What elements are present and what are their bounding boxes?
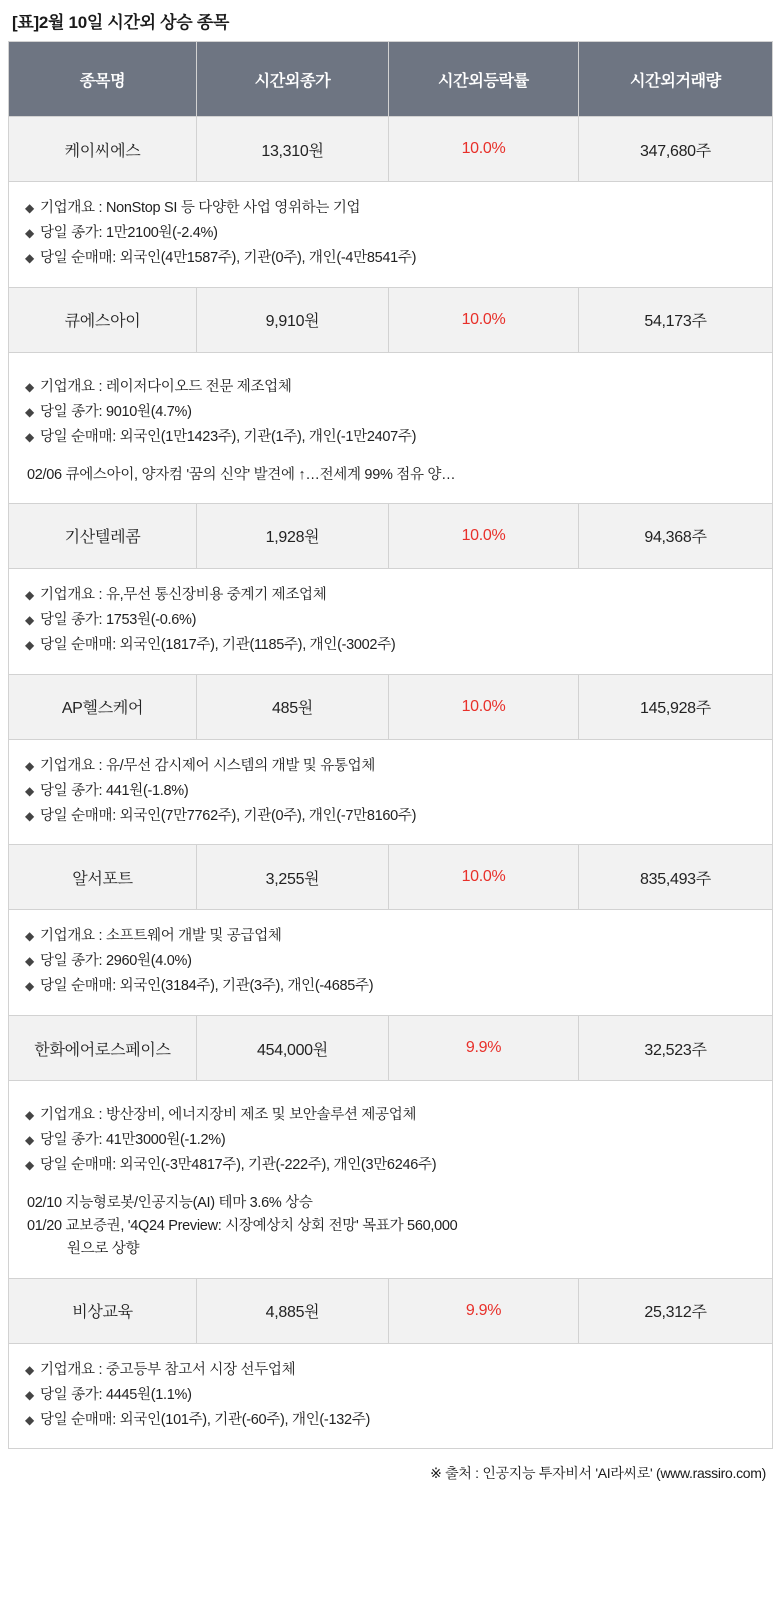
cell-rate: 10.0%	[389, 503, 579, 568]
detail-line	[25, 779, 756, 804]
detail-line	[25, 974, 756, 999]
cell-volume: 94,368주	[579, 503, 773, 568]
cell-price: 9,910원	[197, 287, 389, 352]
diamond-icon: ◆	[25, 1412, 34, 1427]
spacer	[25, 367, 756, 375]
cell-stock-name: 알서포트	[9, 845, 197, 910]
diamond-icon: ◆	[25, 637, 34, 652]
detail-text: 당일 종가: 1753원(-0.6%)	[39, 611, 197, 628]
cell-price: 13,310원	[197, 117, 389, 182]
detail-line	[25, 1358, 756, 1383]
table-detail-row	[9, 352, 773, 503]
cell-rate: 10.0%	[389, 845, 579, 910]
detail-text: 당일 순매매: 외국인(1817주), 기관(1185주), 개인(-3002주)	[39, 636, 396, 653]
detail-line	[25, 246, 756, 271]
source-note: ※ 출처 : 인공지능 투자비서 'AI라씨로' (www.rassiro.com)	[430, 1465, 766, 1482]
diamond-icon: ◆	[25, 954, 34, 969]
column-header-price: 시간외종가	[197, 42, 389, 117]
table-detail-row	[9, 568, 773, 674]
detail-line	[25, 425, 756, 450]
spacer	[25, 1095, 756, 1103]
diamond-icon: ◆	[25, 979, 34, 994]
news-item[interactable]: 01/20 교보증권, '4Q24 Preview: 시장예상치 상회 전망' 목표가 560,000	[27, 1218, 458, 1235]
detail-text: 기업개요 : 유/무선 감시제어 시스템의 개발 및 유통업체	[39, 757, 376, 774]
detail-line	[25, 754, 756, 779]
diamond-icon: ◆	[25, 1158, 34, 1173]
cell-rate: 9.9%	[389, 1278, 579, 1343]
cell-stock-name: 큐에스아이	[9, 287, 197, 352]
detail-line	[25, 804, 756, 829]
detail-text: 당일 종가: 2960원(4.0%)	[39, 953, 192, 970]
column-header-volume: 시간외거래량	[579, 42, 773, 117]
detail-line	[25, 1103, 756, 1128]
column-header-name: 종목명	[9, 42, 197, 117]
diamond-icon: ◆	[25, 612, 34, 627]
detail-line	[25, 1128, 756, 1153]
detail-text: 당일 종가: 1만2100원(-2.4%)	[39, 224, 218, 241]
detail-line	[25, 1153, 756, 1178]
cell-price: 454,000원	[197, 1016, 389, 1081]
cell-volume: 835,493주	[579, 845, 773, 910]
detail-text: 기업개요 : 중고등부 참고서 시장 선두업체	[39, 1361, 296, 1378]
table-detail-row	[9, 182, 773, 288]
table-detail-row	[9, 910, 773, 1016]
cell-rate: 10.0%	[389, 117, 579, 182]
diamond-icon: ◆	[25, 225, 34, 240]
diamond-icon: ◆	[25, 379, 34, 394]
diamond-icon: ◆	[25, 404, 34, 419]
detail-line	[25, 949, 756, 974]
cell-stock-name: AP헬스케어	[9, 674, 197, 739]
detail-text: 기업개요 : 소프트웨어 개발 및 공급업체	[39, 928, 282, 945]
diamond-icon: ◆	[25, 808, 34, 823]
diamond-icon: ◆	[25, 783, 34, 798]
detail-cell	[9, 1343, 773, 1449]
table-detail-row	[9, 739, 773, 845]
cell-price: 4,885원	[197, 1278, 389, 1343]
table-detail-row	[9, 1343, 773, 1449]
diamond-icon: ◆	[25, 1108, 34, 1123]
table-body	[9, 117, 773, 1449]
detail-text: 기업개요 : 레이저다이오드 전문 제조업체	[39, 378, 292, 395]
after-hours-gainers-table	[8, 41, 773, 1449]
column-header-rate: 시간외등락률	[389, 42, 579, 117]
detail-text: 당일 종가: 41만3000원(-1.2%)	[39, 1132, 226, 1149]
header-row	[9, 42, 773, 117]
diamond-icon: ◆	[25, 1387, 34, 1402]
table-row[interactable]	[9, 1016, 773, 1081]
detail-line	[25, 400, 756, 425]
detail-text: 당일 종가: 9010원(4.7%)	[39, 403, 192, 420]
detail-text: 당일 순매매: 외국인(1만1423주), 기관(1주), 개인(-1만2407주)	[39, 428, 417, 445]
diamond-icon: ◆	[25, 429, 34, 444]
cell-stock-name: 한화에어로스페이스	[9, 1016, 197, 1081]
cell-stock-name: 기산텔레콤	[9, 503, 197, 568]
detail-cell	[9, 1081, 773, 1278]
detail-text: 당일 순매매: 외국인(7만7762주), 기관(0주), 개인(-7만8160주)	[39, 807, 417, 824]
detail-text: 기업개요 : 방산장비, 에너지장비 제조 및 보안솔루션 제공업체	[39, 1107, 417, 1124]
diamond-icon: ◆	[25, 929, 34, 944]
diamond-icon: ◆	[25, 1362, 34, 1377]
detail-text: 당일 순매매: 외국인(101주), 기관(-60주), 개인(-132주)	[39, 1411, 370, 1428]
cell-price: 3,255원	[197, 845, 389, 910]
table-row[interactable]	[9, 287, 773, 352]
detail-text: 기업개요 : NonStop SI 등 다양한 사업 영위하는 기업	[39, 200, 361, 216]
detail-text: 당일 종가: 4445원(1.1%)	[39, 1386, 192, 1403]
detail-line	[25, 608, 756, 633]
detail-line	[25, 1408, 756, 1433]
table-row[interactable]	[9, 117, 773, 182]
cell-rate: 9.9%	[389, 1016, 579, 1081]
diamond-icon: ◆	[25, 1133, 34, 1148]
table-row[interactable]	[9, 674, 773, 739]
page-title: [표]2월 10일 시간외 상승 종목	[12, 13, 230, 32]
detail-line	[25, 221, 756, 246]
detail-cell	[9, 352, 773, 503]
cell-rate: 10.0%	[389, 287, 579, 352]
detail-line	[25, 196, 756, 221]
detail-line	[25, 633, 756, 658]
detail-cell	[9, 182, 773, 288]
detail-cell	[9, 739, 773, 845]
diamond-icon: ◆	[25, 250, 34, 265]
cell-stock-name: 케이씨에스	[9, 117, 197, 182]
detail-text: 당일 순매매: 외국인(3184주), 기관(3주), 개인(-4685주)	[39, 978, 374, 995]
cell-volume: 54,173주	[579, 287, 773, 352]
table-header	[9, 42, 773, 117]
detail-line	[25, 583, 756, 608]
table-row[interactable]	[9, 845, 773, 910]
table-row[interactable]	[9, 1278, 773, 1343]
news-block	[25, 1192, 756, 1262]
detail-text: 기업개요 : 유,무선 통신장비용 중계기 제조업체	[39, 586, 327, 603]
news-item-continuation: 원으로 상향	[67, 1241, 140, 1258]
diamond-icon: ◆	[25, 201, 34, 215]
detail-cell	[9, 910, 773, 1016]
detail-line	[25, 924, 756, 949]
diamond-icon: ◆	[25, 587, 34, 602]
detail-cell	[9, 568, 773, 674]
news-item[interactable]: 02/06 큐에스아이, 양자컴 '꿈의 신약' 발견에 ↑…전세계 99% 점유 양…	[27, 466, 456, 483]
cell-volume: 145,928주	[579, 674, 773, 739]
cell-volume: 25,312주	[579, 1278, 773, 1343]
cell-price: 1,928원	[197, 503, 389, 568]
table-detail-row	[9, 1081, 773, 1278]
detail-text: 당일 순매매: 외국인(-3만4817주), 기관(-222주), 개인(3만6246주)	[39, 1157, 437, 1174]
cell-rate: 10.0%	[389, 674, 579, 739]
diamond-icon: ◆	[25, 758, 34, 773]
cell-volume: 347,680주	[579, 117, 773, 182]
cell-price: 485원	[197, 674, 389, 739]
detail-text: 당일 순매매: 외국인(4만1587주), 기관(0주), 개인(-4만8541주)	[39, 249, 417, 266]
news-block	[25, 464, 756, 487]
detail-line	[25, 375, 756, 400]
cell-stock-name: 비상교육	[9, 1278, 197, 1343]
news-item[interactable]: 02/10 지능형로봇/인공지능(AI) 테마 3.6% 상승	[27, 1195, 313, 1212]
detail-text: 당일 종가: 441원(-1.8%)	[39, 782, 189, 799]
table-row[interactable]	[9, 503, 773, 568]
cell-volume: 32,523주	[579, 1016, 773, 1081]
detail-line	[25, 1383, 756, 1408]
